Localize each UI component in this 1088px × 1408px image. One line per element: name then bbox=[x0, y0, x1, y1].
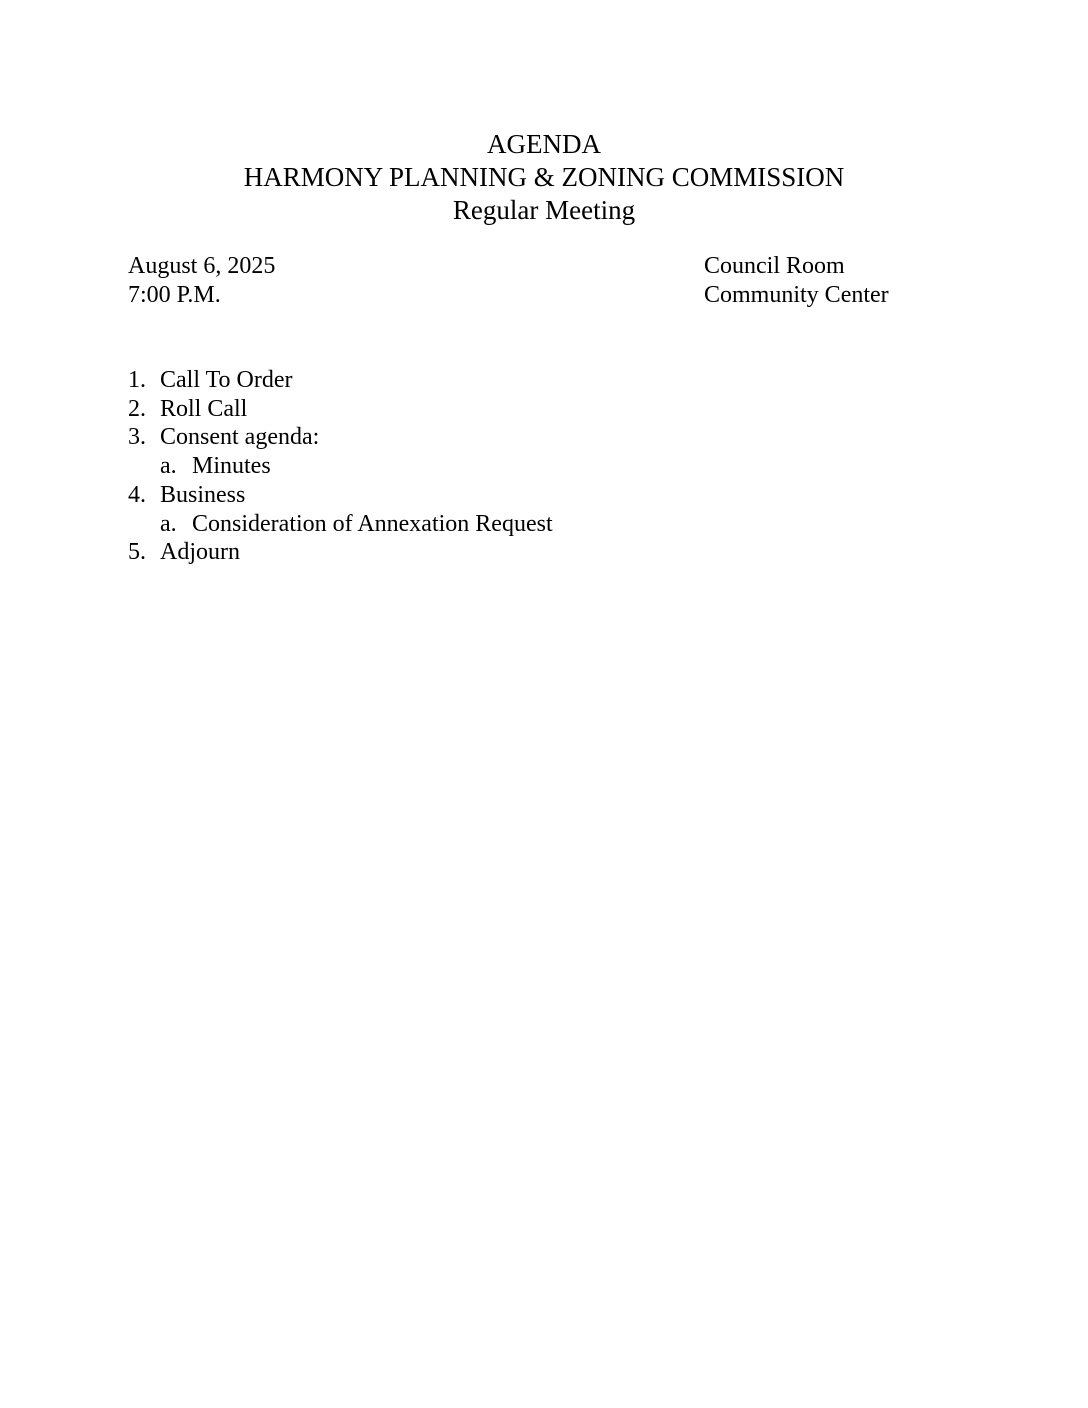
meeting-type: Regular Meeting bbox=[452, 195, 636, 225]
agenda-list bbox=[128, 366, 553, 567]
agenda-subitem bbox=[128, 452, 553, 481]
agenda-title: AGENDA bbox=[487, 129, 601, 159]
agenda-item-label: Consent agenda: bbox=[160, 424, 320, 451]
agenda-item bbox=[128, 395, 553, 424]
agenda-item bbox=[128, 538, 553, 567]
agenda-subitem-label: Minutes bbox=[192, 453, 271, 480]
meeting-date: August 6, 2025 bbox=[128, 253, 276, 279]
agenda-subitem bbox=[128, 510, 553, 539]
organization-name: HARMONY PLANNING & ZONING COMMISSION bbox=[243, 162, 845, 192]
agenda-subitem-label: Consideration of Annexation Request bbox=[192, 510, 553, 537]
meeting-venue: Community Center bbox=[704, 282, 889, 308]
meeting-time: 7:00 P.M. bbox=[128, 282, 221, 308]
agenda-item-number: 1. bbox=[128, 367, 146, 393]
meeting-datetime bbox=[128, 252, 275, 310]
meeting-location bbox=[704, 252, 889, 310]
agenda-item-number: 4. bbox=[128, 481, 146, 508]
agenda-subitem-letter: a. bbox=[160, 453, 177, 480]
agenda-item bbox=[128, 423, 553, 452]
agenda-item bbox=[128, 366, 553, 395]
agenda-item-label: Business bbox=[160, 481, 246, 508]
agenda-item-number: 3. bbox=[128, 424, 146, 451]
agenda-header bbox=[0, 128, 1088, 227]
agenda-subitem-letter: a. bbox=[160, 510, 177, 537]
agenda-item bbox=[128, 481, 553, 510]
agenda-item-label: Roll Call bbox=[160, 395, 248, 422]
agenda-item-label: Adjourn bbox=[160, 539, 240, 566]
meeting-room: Council Room bbox=[704, 253, 845, 279]
agenda-item-number: 2. bbox=[128, 395, 146, 422]
agenda-item-number: 5. bbox=[128, 539, 146, 566]
agenda-item-label: Call To Order bbox=[160, 367, 293, 393]
